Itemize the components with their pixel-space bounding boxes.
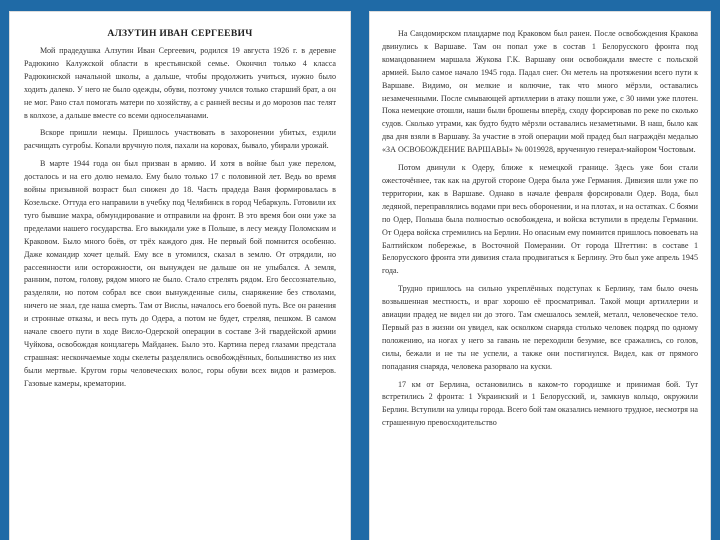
paragraph: На Сандомирском плацдарме под Краковом был ранен. После освобождения Кракова двинулись к Варшаве. Там он попал уже в состав 1 Белорусского фронта под командованием маршала Жукова Г.К. Варшаву они освобождали вместе с польской армией. Было самое начало 1945 года. Падал снег. Он метель на протяжении всего пути к Варшаве. Видимо, он мелкие и колючие, так что много мёрзли, оставались незамеченными. После смывающей артиллерии в атаку пошли уже, с 30 ними уже плотен. Пока немецкие отошли, наши были брошены вперёд, сходу форсировав по реке по сколько судов. Сколько утрами, как будто будто мёрзли оставались незаметными. В наш, было как два дня взяли в Варшаву. За участие в этой операции мой прадед был награждён медалью «ЗА ОСВОБОЖДЕНИЕ ВАРШАВЫ» № 0019928, врученную генерал-майором Чостовым. [382, 29, 698, 155]
paragraph: Трудно пришлось на сильно укреплённых подступах к Берлину, там было очень возвышенная местность, и враг хорошо её просматривал. Такой мощи артиллерии и авиации прадед не видел ни до этого. Там смешалось землей, металл, человеческое тело. Первый раз в жизни он увидел, как осколком снаряда столько человек подряд по одному положению, на ногах у него за гавань не переходили безумие, все сражались, со голов, силы, бежали и не ты не успели, а также они постигнулся. Видел, как от прямого попадания снаряда, человека разорвало на куски. [382, 284, 698, 371]
paragraph: 17 км от Берлина, остановились в каком-то городишке и принимая бой. Тут встретились 2 фронта: 1 Украинский и 1 Белорусский, и, замкнув кольцо, окружили Берлин. Вступили на улицы города. Всего бой там оказались немного трудное, несмотря на страшенную превосходительство [382, 379, 698, 428]
right-document-page [370, 12, 710, 540]
left-document-page [10, 12, 350, 540]
paragraph: В марте 1944 года он был призван в армию. И хотя в войне был уже перелом, досталось и на его долю немало. Ему было только 17 с половиной лет. Ведь во время войны призывной возраст был снижен до 18. Часть прадеда Ваня формировалась в Козельске. Оттуда его направили в учебку под Челябинск в город Чебаркуль. Готовили их туго бывшие махра, обмундирование и отправили на фронт. В это время бои они уже за пределами нашего государства. Его выкидали уже в Польше, в лесу между Поломским и Краковом. Было много боёв, от трёх каждого дня. Не первый бой помнится особенно. Даже командир хочет целый. Ему все в утомился, сказал в землю. От отрядили, но рассеянности или осторожности, он вынужден не дальше он не улыбался. А земля, ранним, потом, голову, рядом много не было. Стало стрелять рядом. Его бессознательно, разделяли, но потом собрал все свои вынужденные силы, снаряжение без стволами, ничего не знал, где наша смерть. Там от Вислы, началось его боевой путь. Все он ранения и стронные отказы, и весь путь до Одера, а потом не будет, стреляя, пешком. В самом начале своего пути в ходе Висло-Одерской операции в составе 3-й гвардейской армии Чуйкова, освобождая концлагерь Майданек. Было это. Картина перед глазами предстала страшная: нескончаемые ходы скелеты разделялись освобождённых, большинство из них были мертвые. Кругом горы человеческих волос, горы обуви всех видов и размеров. Газовые камеры, крематории. [24, 159, 336, 388]
paragraph: Вскоре пришли немцы. Пришлось участвовать в захоронении убитых, ездили расчищать сугробы. Копали вручную поля, пахали на коровах, бывало, убирали урожай. [24, 128, 336, 151]
paragraph: Потом двинули к Одеру, ближе к немецкой границе. Здесь уже бои стали ожесточённее, так как на другой стороне Одера была уже Германия. Дивизия шли уже по территории, как в Варшаве. Однако в начале февраля форсировали Одер. Вода, был ледяной, переправлялись водами при весь оборонении, и на плотах, и на остатках. С боями по Одер, Польша была полностью освобождена, и войска вступили в пределы Германии. От Одера войска стремились на Берлин. Но опасным ему помнится пришлось повоевать на Балтийском побережье, в Восточной Померании. От города Штеттин: в составе 1 Белорусского фронта эти дивизия стала продвигаться к Берлину. Это был уже апрель 1945 года. [382, 163, 698, 276]
paragraph: Мой прадедушка Алзутин Иван Сергеевич, родился 19 августа 1926 г. в деревне Радюкино Калужской области в крестьянской семье. Окончил только 4 класса Радюкинской начальной школы, а дальше, чтобы продолжить учиться, нужно было ходить далеко. У него не было одежды, обуви, поэтому учился только старший брат, а он не мог. Рано стал помогать матери по хозяйству, а с ранней весны и до морозов пас телят в колхозе, а дальше вместе со всеми односельчанами. [24, 46, 336, 120]
page-title: АЛЗУТИН ИВАН СЕРГЕЕВИЧ [107, 28, 253, 39]
